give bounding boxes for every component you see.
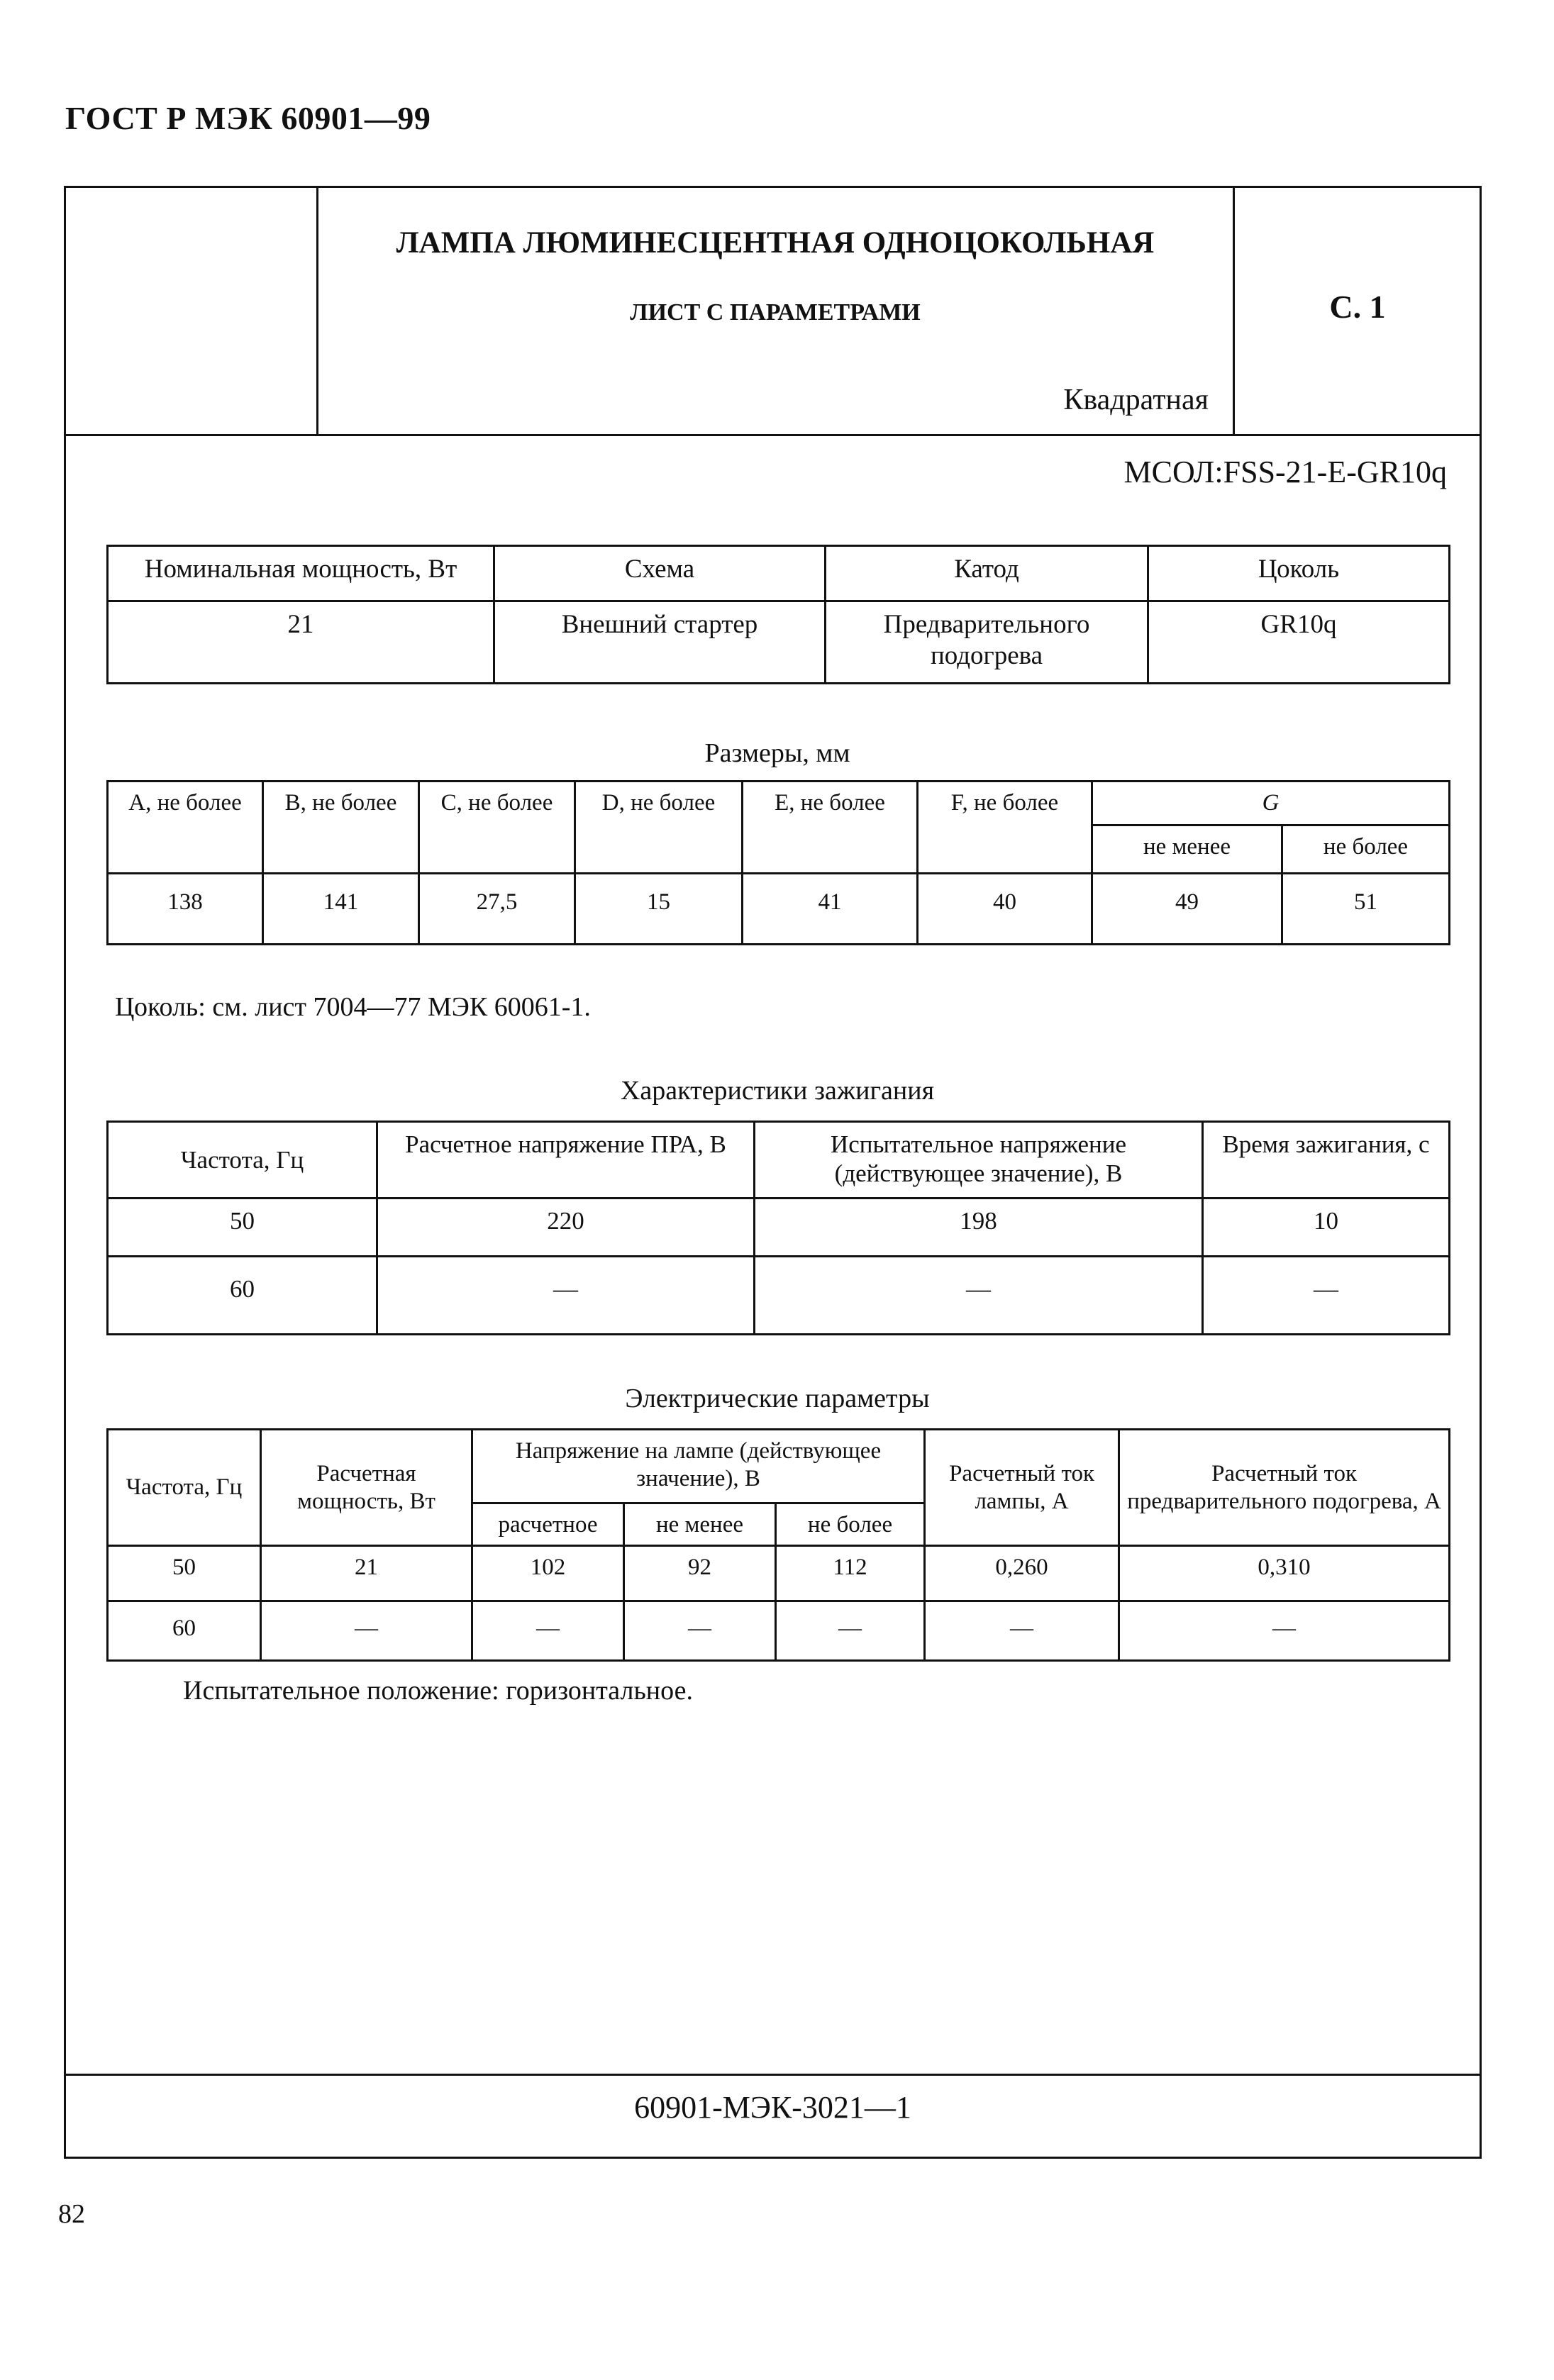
header-voltage-max: не более bbox=[776, 1503, 925, 1546]
cell-voltage-min: — bbox=[624, 1601, 776, 1661]
cell-base: GR10q bbox=[1148, 601, 1450, 684]
cell-voltage-rated: — bbox=[472, 1601, 624, 1661]
dimensions-table bbox=[106, 780, 1450, 945]
cell-frequency: 50 bbox=[108, 1546, 261, 1601]
table-header-row bbox=[108, 782, 1450, 825]
document-code: ГОСТ Р МЭК 60901—99 bbox=[65, 100, 431, 136]
header-dim-g: G bbox=[1092, 782, 1450, 825]
cell-test-voltage: — bbox=[755, 1257, 1203, 1335]
sheet-page-label: С. 1 bbox=[1329, 289, 1386, 325]
cell-cathode: Предварительного подогрева bbox=[826, 601, 1148, 684]
header-dim-d: D, не более bbox=[575, 782, 743, 874]
table-row bbox=[108, 601, 1450, 684]
cell-scheme: Внешний стартер bbox=[494, 601, 826, 684]
table-row bbox=[108, 1546, 1450, 1601]
header-base: Цоколь bbox=[1148, 546, 1450, 601]
sheet-title: ЛАМПА ЛЮМИНЕСЦЕНТНАЯ ОДНОЦОКОЛЬНАЯ bbox=[396, 226, 1155, 260]
cell-lamp-current: 0,260 bbox=[925, 1546, 1119, 1601]
header-dim-g-min: не менее bbox=[1092, 825, 1282, 874]
test-position-note: Испытательное положение: горизонтальное. bbox=[183, 1676, 693, 1706]
header-frequency: Частота, Гц bbox=[108, 1430, 261, 1546]
table-row bbox=[108, 1257, 1450, 1335]
cell-voltage-max: 112 bbox=[776, 1546, 925, 1601]
cell-dim-d: 15 bbox=[575, 874, 743, 945]
cell-voltage-rated: 102 bbox=[472, 1546, 624, 1601]
header-voltage-min: не менее bbox=[624, 1503, 776, 1546]
cell-dim-c: 27,5 bbox=[419, 874, 575, 945]
header-lamp-current: Расчетный ток лампы, А bbox=[925, 1430, 1119, 1546]
table-header-row bbox=[108, 546, 1450, 601]
header-test-voltage: Испытательное напряжение (действующее значение), В bbox=[755, 1122, 1203, 1199]
header-dim-g-max: не более bbox=[1282, 825, 1450, 874]
cell-rated-power: 21 bbox=[261, 1546, 472, 1601]
cell-dim-e: 41 bbox=[743, 874, 918, 945]
header-lamp-voltage: Напряжение на лампе (действующее значение), В bbox=[472, 1430, 925, 1503]
cell-lamp-current: — bbox=[925, 1601, 1119, 1661]
cell-dim-g-min: 49 bbox=[1092, 874, 1282, 945]
cell-dim-a: 138 bbox=[108, 874, 263, 945]
cell-nominal-power: 21 bbox=[108, 601, 494, 684]
header-voltage-rated: расчетное bbox=[472, 1503, 624, 1546]
base-note: Цоколь: см. лист 7004—77 МЭК 60061-1. bbox=[115, 992, 591, 1022]
header-scheme: Схема bbox=[494, 546, 826, 601]
lamp-designation: МСОЛ:FSS-21-E-GR10q bbox=[1123, 455, 1447, 489]
cell-ignition-time: 10 bbox=[1203, 1199, 1450, 1257]
cell-voltage-max: — bbox=[776, 1601, 925, 1661]
cell-ballast-voltage: — bbox=[377, 1257, 755, 1335]
table-row bbox=[108, 1199, 1450, 1257]
header-ballast-voltage: Расчетное напряжение ПРА, В bbox=[377, 1122, 755, 1199]
footer-sheet-code: 60901-МЭК-3021—1 bbox=[634, 2090, 911, 2125]
cell-ignition-time: — bbox=[1203, 1257, 1450, 1335]
header-ignition-time: Время зажигания, с bbox=[1203, 1122, 1450, 1199]
sheet-subtitle: ЛИСТ С ПАРАМЕТРАМИ bbox=[630, 299, 921, 326]
title-block-divider-right bbox=[1233, 186, 1235, 436]
cell-rated-power: — bbox=[261, 1601, 472, 1661]
dimensions-caption: Размеры, мм bbox=[704, 738, 850, 768]
header-cathode: Катод bbox=[826, 546, 1148, 601]
cell-dim-b: 141 bbox=[263, 874, 419, 945]
cell-preheat-current: 0,310 bbox=[1119, 1546, 1450, 1601]
table-header-row bbox=[108, 1122, 1450, 1199]
cell-ballast-voltage: 220 bbox=[377, 1199, 755, 1257]
ignition-table bbox=[106, 1121, 1450, 1335]
ignition-caption: Характеристики зажигания bbox=[620, 1076, 935, 1106]
page-number: 82 bbox=[58, 2199, 85, 2229]
table-row bbox=[108, 1601, 1450, 1661]
lamp-shape: Квадратная bbox=[1063, 384, 1209, 416]
title-block-bottom-rule bbox=[64, 434, 1482, 436]
header-dim-c: C, не более bbox=[419, 782, 575, 874]
electrical-table bbox=[106, 1428, 1450, 1662]
cell-dim-g-max: 51 bbox=[1282, 874, 1450, 945]
cell-dim-f: 40 bbox=[918, 874, 1092, 945]
cell-voltage-min: 92 bbox=[624, 1546, 776, 1601]
electrical-caption: Электрические параметры bbox=[625, 1384, 930, 1413]
header-nominal-power: Номинальная мощность, Вт bbox=[108, 546, 494, 601]
header-frequency: Частота, Гц bbox=[108, 1122, 377, 1199]
header-dim-b: B, не более bbox=[263, 782, 419, 874]
header-dim-f: F, не более bbox=[918, 782, 1092, 874]
cell-frequency: 60 bbox=[108, 1601, 261, 1661]
header-rated-power: Расчетная мощность, Вт bbox=[261, 1430, 472, 1546]
cell-test-voltage: 198 bbox=[755, 1199, 1203, 1257]
cell-frequency: 50 bbox=[108, 1199, 377, 1257]
cell-preheat-current: — bbox=[1119, 1601, 1450, 1661]
header-preheat-current: Расчетный ток предварительного подогрева, А bbox=[1119, 1430, 1450, 1546]
table-row bbox=[108, 874, 1450, 945]
footer-rule bbox=[64, 2074, 1482, 2076]
header-dim-a: A, не более bbox=[108, 782, 263, 874]
cell-frequency: 60 bbox=[108, 1257, 377, 1335]
header-dim-e: E, не более bbox=[743, 782, 918, 874]
table-header-row bbox=[108, 1430, 1450, 1503]
general-parameters-table bbox=[106, 545, 1450, 684]
